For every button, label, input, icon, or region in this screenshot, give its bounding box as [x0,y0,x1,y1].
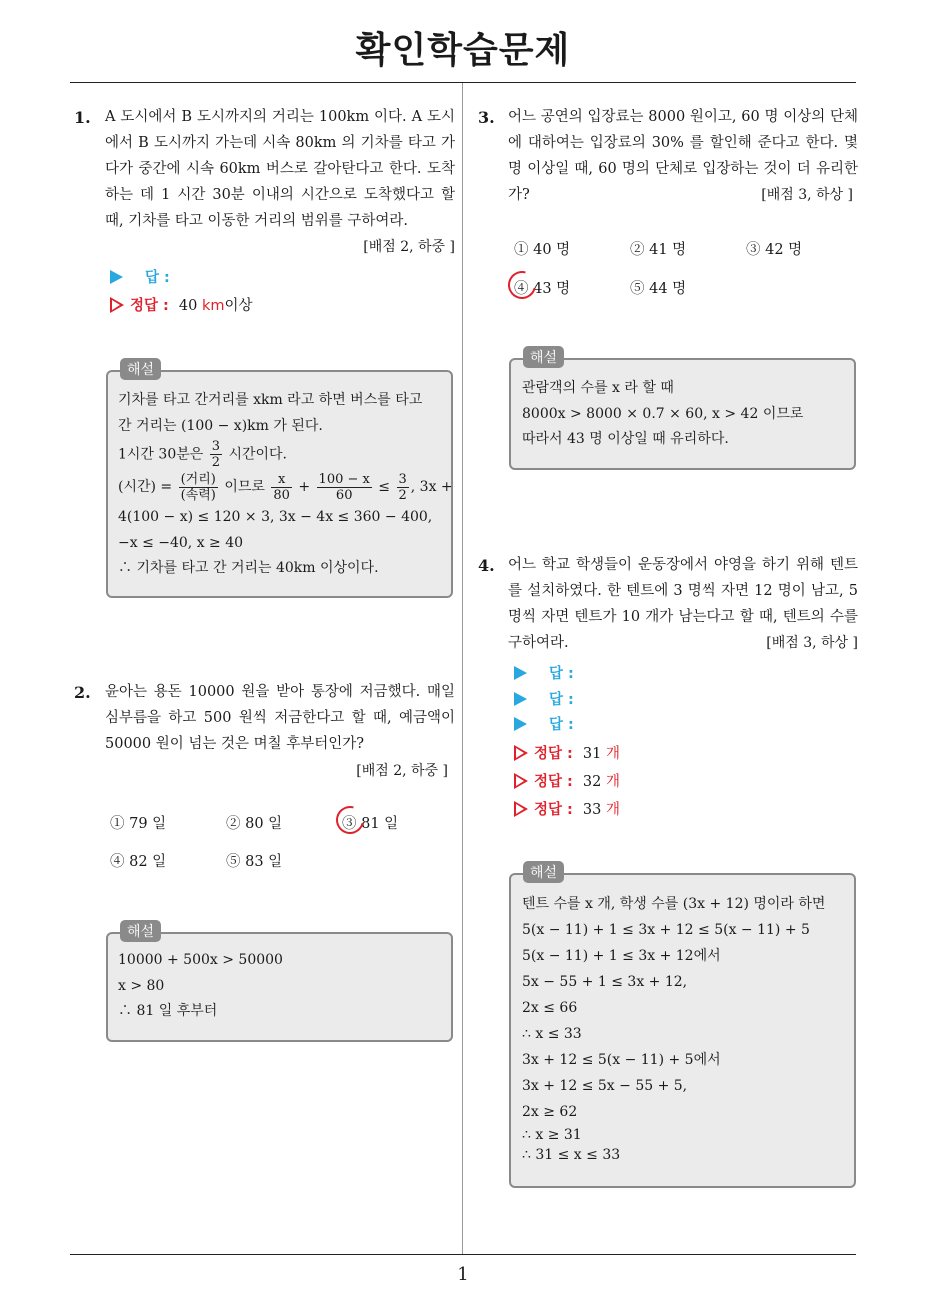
q1-sol-line [118,439,453,469]
q1-text: A 도시에서 B 도시까지의 거리는 100km 이다. A 도시에서 B 도시까지 가는데 시속 80km 의 기차를 타고 가다가 중간에 시속 60km 버스로 갈아탄다고 한다. 도착하는 데 1 시간 30분 이내의 시간으로 도착했다고 할 때, 기차를 타고 이동한 거리의 범위를 구하여라. [105,109,455,229]
q2-option-2[interactable]: ② 80 일 [226,816,283,832]
q1-sol-line: 4(100 − x) ≤ 120 × 3, 3x − 4x ≤ 360 − 400, [118,509,433,525]
q4-sol-line: 5(x − 11) + 1 ≤ 3x + 12 ≤ 5(x − 11) + 5 [522,922,810,938]
q4-correct-row-3 [514,798,620,819]
q1-sol-line: −x ≤ −40, x ≥ 40 [118,534,244,551]
q4-sol-line: 2x ≥ 62 [522,1104,578,1120]
q1-sol-text-part: 시간이다. [224,446,287,463]
q3-option-5[interactable]: ⑤ 44 명 [630,281,687,297]
q1-sol-text-part: (시간) = [118,479,177,495]
q1-sol-text-part: , 3x + [410,479,453,495]
column-divider [462,83,463,1254]
q2-sol-line: ∴ 81 일 후부터 [118,1003,218,1019]
q1-sol-line: 기차를 타고 간거리를 xkm 라고 하면 버스를 타고 [118,392,423,408]
q3-option-3[interactable]: ③ 42 명 [746,242,803,258]
answer-label: 답 : [549,717,574,733]
correct-arrow-icon [110,297,124,313]
q4-sol-line: 2x ≤ 66 [522,1000,578,1016]
q4-correct-unit: 개 [605,802,620,818]
q1-correct-unit: km [201,298,225,314]
q2-option-5[interactable]: ⑤ 83 일 [226,854,283,870]
q3-sol-line: 관람객의 수를 x 라 할 때 [522,380,674,396]
q4-correct-row-1 [514,742,620,763]
q2-option-3[interactable]: ③ 81 일 [342,816,399,832]
q3-sol-line: 8000x > 8000 × 0.7 × 60, x > 42 이므로 [522,405,804,422]
correct-arrow-icon [514,745,528,761]
frac-denominator: (속력) [180,487,216,503]
q1-sol-line: ∴ 기차를 타고 간 거리는 40km 이상이다. [118,560,379,576]
q1-sol-line [118,469,453,505]
q4-sol-line: 5x − 55 + 1 ≤ 3x + 12, [522,974,688,990]
correct-label: 정답 : [534,746,573,762]
correct-label: 정답 : [130,298,169,314]
q1-correct-row [110,294,252,315]
q1-sol-fraction [179,472,218,503]
q4-correct-unit: 개 [605,746,620,762]
frac-denominator: 60 [335,487,353,503]
q3-sol-line: 따라서 43 명 이상일 때 유리하다. [522,431,729,447]
answer-label: 답 : [145,270,170,286]
q1-sol-fraction [397,472,409,503]
q4-answer-row-1[interactable] [514,662,574,683]
q3-number: 3. [478,108,495,127]
q1-sol-fraction [271,472,292,503]
correct-label: 정답 : [534,774,573,790]
q4-sol-line: 3x + 12 ≤ 5(x − 11) + 5에서 [522,1052,721,1068]
frac-numerator: (거리) [180,471,216,487]
frac-denominator: 2 [211,455,220,470]
q4-score: [배점 3, 하상 ] [766,635,858,651]
q4-solution-tag: 해설 [523,861,564,883]
correct-arrow-icon [514,801,528,817]
frac-numerator: 3 [398,471,407,487]
q2-option-4[interactable]: ④ 82 일 [110,854,167,870]
top-rule [70,82,856,83]
q3-solution-text [522,376,803,453]
q4-sol-line: ∴ x ≤ 33 [522,1026,582,1042]
q1-sol-text-part: ≤ [373,479,395,495]
frac-numerator: 3 [211,439,220,454]
q1-score: [배점 2, 하중 ] [363,239,455,255]
q3-text: 어느 공연의 입장료는 8000 원이고, 60 명 이상의 단체에 대하여는 입장료의 30% 를 할인해 준다고 한다. 몇 명 이상일 때, 60 명의 단체로 입장하는 것이 더 유리한가? [508,109,858,203]
q2-sol-line: 10000 + 500x > 50000 [118,952,283,968]
q4-sol-line: 5(x − 11) + 1 ≤ 3x + 12에서 [522,948,721,964]
q1-sol-line: 간 거리는 (100 − x)km 가 된다. [118,417,323,434]
q3-solution-tag: 해설 [523,346,564,368]
page-title: 확인학습문제 [355,30,571,71]
q4-sol-line: ∴ x ≥ 31 [522,1127,582,1143]
answer-label: 답 : [549,692,574,708]
answer-label: 답 : [549,666,574,682]
q1-number: 1. [74,108,91,127]
answer-arrow-icon [514,692,527,706]
correct-label: 정답 : [534,802,573,818]
answer-arrow-icon [514,666,527,680]
answer-arrow-icon [110,270,123,284]
q1-solution-tag: 해설 [120,358,161,380]
correct-arrow-icon [514,773,528,789]
q2-solution-tag: 해설 [120,920,161,942]
bottom-rule [70,1254,856,1255]
q4-correct-row-2 [514,770,620,791]
frac-numerator: x [271,472,292,488]
q4-correct-value: 31 [582,746,602,762]
q2-number: 2. [74,683,91,702]
q1-sol-fraction [317,472,372,503]
q4-text: 어느 학교 학생들이 운동장에서 야영을 하기 위해 텐트를 설치하였다. 한 텐트에 3 명씩 자면 12 명이 남고, 5 명씩 자면 텐트가 10 개가 남는다고 할 때, 텐트의 수를 구하여라. [508,557,858,651]
q3-option-4[interactable]: ④ 43 명 [514,281,571,297]
answer-arrow-icon [514,717,527,731]
q4-correct-value: 33 [582,802,602,818]
q4-number: 4. [478,556,495,575]
q4-sol-line: 텐트 수를 x 개, 학생 수를 (3x + 12) 명이라 하면 [522,896,826,912]
frac-numerator: 100 − x [318,471,370,487]
q4-correct-unit: 개 [605,774,620,790]
q3-option-1[interactable]: ① 40 명 [514,242,571,258]
q1-correct-value: 40 [178,298,198,314]
q1-sol-fraction [210,439,222,470]
q4-correct-value: 32 [582,774,602,790]
q4-sol-line: 3x + 12 ≤ 5x − 55 + 5, [522,1078,688,1094]
q2-text: 윤아는 용돈 10000 원을 받아 통장에 저금했다. 매일 심부름을 하고 500 원씩 저금한다고 할 때, 예금액이 50000 원이 넘는 것은 며칠 후부터인가? [105,684,455,752]
q3-selected-circle-mark [503,266,541,304]
q2-score: [배점 2, 하중 ] [356,763,448,779]
q1-correct-suffix: 이상 [224,298,253,314]
q1-solution-text [118,388,453,582]
q3-score: [배점 3, 하상 ] [761,187,853,203]
page-number: 1 [457,1264,469,1285]
q2-selected-circle-mark [331,801,369,839]
q4-solution-text [522,891,825,1165]
q1-sol-text-part: 1시간 30분은 [118,446,208,463]
frac-denominator: 2 [398,487,407,503]
q3-option-2[interactable]: ② 41 명 [630,242,687,258]
q2-sol-line: x > 80 [118,977,165,994]
q2-option-1[interactable]: ① 79 일 [110,816,167,832]
q1-sol-text-part: 이므로 [219,479,270,495]
q4-sol-line: ∴ 31 ≤ x ≤ 33 [522,1147,621,1163]
q4-answer-row-3[interactable] [514,713,574,734]
q2-solution-text [118,948,283,1025]
q1-sol-text-part: + [293,479,315,495]
q4-answer-row-2[interactable] [514,688,574,709]
frac-denominator: 80 [273,487,290,503]
q1-answer-row[interactable] [110,266,170,287]
